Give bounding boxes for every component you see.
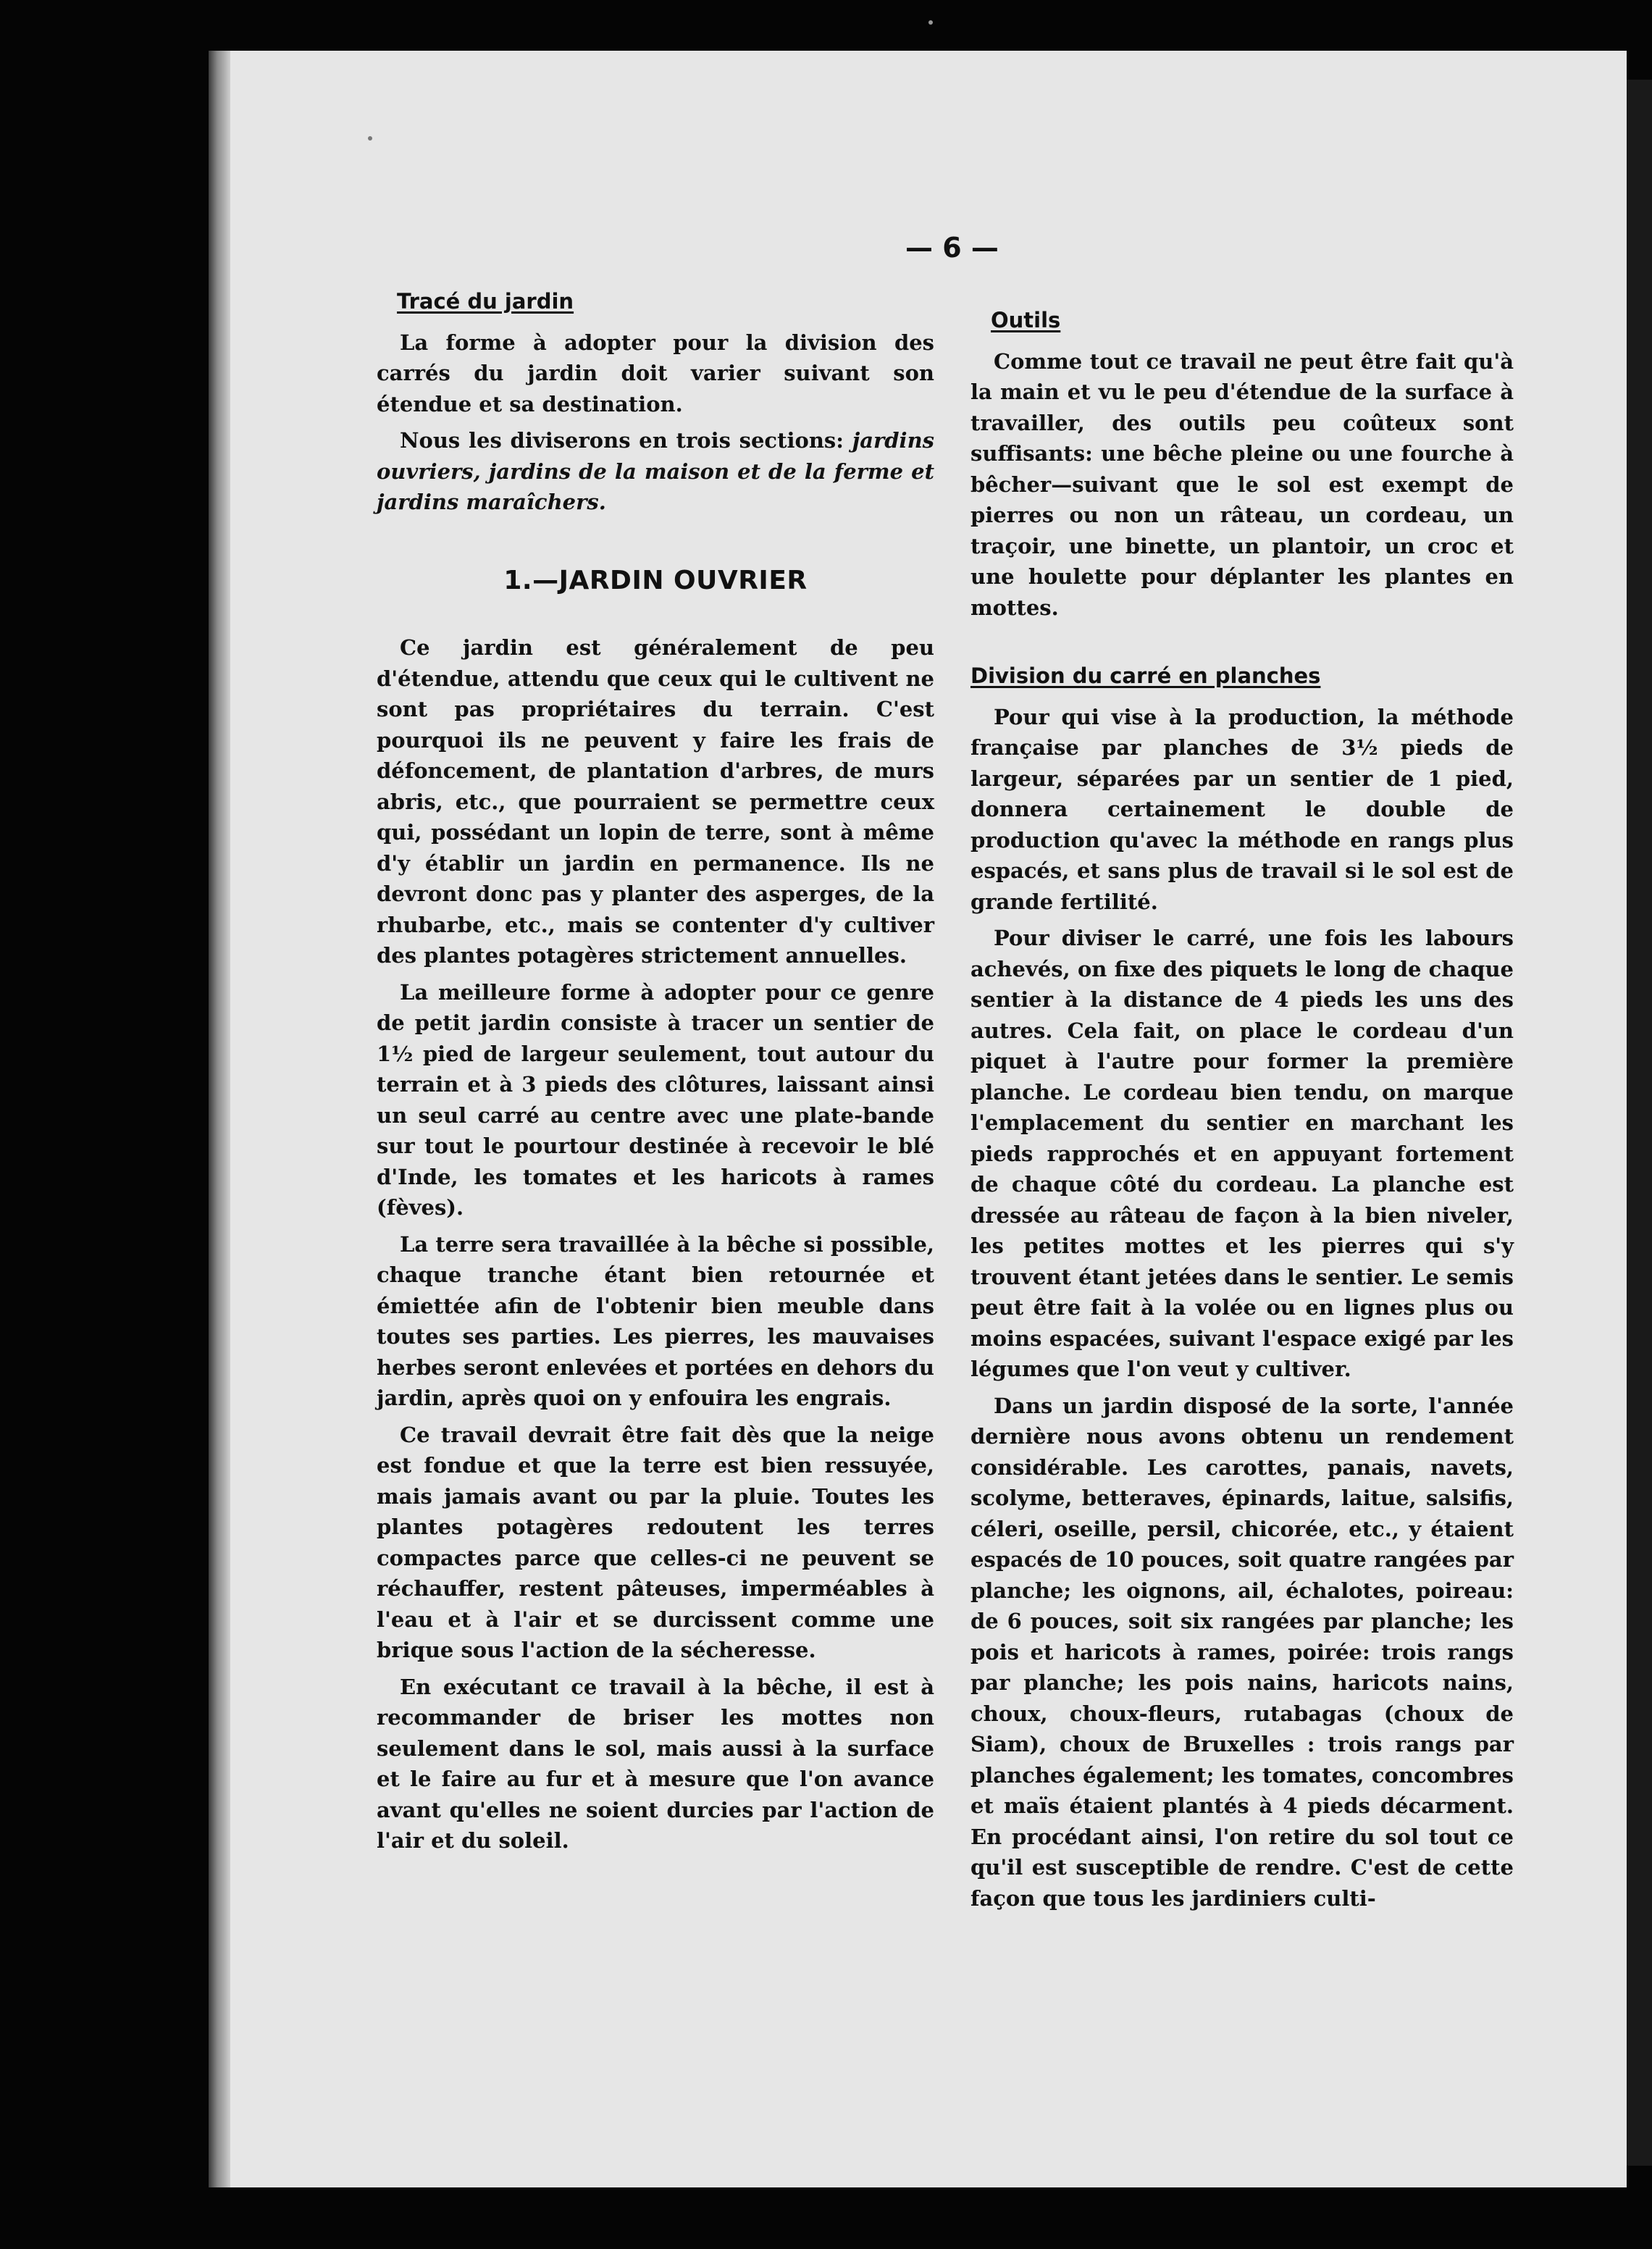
paragraph: En exécutant ce travail à la bêche, il est à recommander de briser les mottes non seulement dans le sol, mais aussi à la surface et le faire au fur et à mesure que l'on avance avant qu'elles ne soient durcies par l'action de l'air et du soleil. (377, 1674, 934, 1853)
paragraph-italic-text: jardins ouvriers, jardins de la maison et de la ferme et jardins maraîchers. (377, 428, 934, 514)
paragraph-text: Nous les diviserons en trois sections: (400, 428, 852, 453)
paragraph: Pour qui vise à la production, la méthode française par planches de 3½ pieds de largeur, séparées par un sentier de 1 pied, donnera certainement le double de production qu'avec la méthode en rangs plus espacés, et sans plus de travail si le sol est de grande fertilité. (970, 704, 1514, 914)
page-spine (209, 51, 230, 2187)
paragraph: La terre sera travaillée à la bêche si possible, chaque tranche étant bien retournée et émiettée afin de l'obtenir bien meuble dans toutes ses parties. Les pierres, les mauvaises herbes seront enlevées et portées en dehors du jardin, après quoi on y enfouira les engrais. (377, 1231, 934, 1410)
paragraph: Ce travail devrait être fait dès que la neige est fondue et que la terre est bien ressuyée, mais jamais avant ou par la pluie. Toutes les plantes potagères redoutent les terres compactes parce que celles-ci ne peuvent se réchauffer, restent pâteuses, imperméables à l'eau et à l'air et se durcissent comme une brique sous l'action de la sécheresse. (377, 1422, 934, 1662)
paragraph: Pour diviser le carré, une fois les labours achevés, on fixe des piquets le long de chaque sentier à la distance de 4 pieds les uns des autres. Cela fait, on place le cordeau d'un piquet à l'autre pour former la première planche. Le cordeau bien tendu, on marque l'emplacement du sentier en marchant les pieds rapprochés et en appuyant fortement de chaque côté du cordeau. La planche est dressée au râteau de façon à la bien niveler, les petites mottes et les pierres qui s'y trouvent étant jetées dans le sentier. Le semis peut être fait à la volée ou en lignes plus ou moins espacées, suivant l'espace exigé par les légumes que l'on veut y cultiver. (970, 926, 1514, 1381)
heading-division-du-carre: Division du carré en planches (970, 663, 1321, 688)
left-column (377, 286, 934, 1862)
right-column (970, 286, 1514, 1919)
heading-outils: Outils (991, 308, 1061, 332)
paragraph: Comme tout ce travail ne peut être fait qu'à la main et vu le peu d'étendue de la surface à travailler, des outils peu coûteux sont suffisants: une bêche pleine ou une fourche à bêcher—suivant que le sol est exempt de pierres ou non un râteau, un cordeau, un traçoir, une binette, un plantoir, un croc et une houlette pour déplanter les plantes en mottes. (970, 348, 1514, 620)
section-title-jardin-ouvrier: 1.—JARDIN OUVRIER (503, 565, 808, 595)
paragraph: La meilleure forme à adopter pour ce genre de petit jardin consiste à tracer un sentier de 1½ pied de largeur seulement, tout autour du terrain et à 3 pieds des clôtures, laissant ainsi un seul carré au centre avec une plate-bande sur tout le pourtour destinée à recevoir le blé d'Inde, les tomates et les haricots à rames (fèves). (377, 979, 934, 1220)
paragraph-sections (377, 425, 934, 518)
scan-speck (928, 20, 933, 25)
page-number: — 6 — (905, 232, 999, 264)
scan-speck (368, 136, 372, 141)
scan-border-right (1627, 80, 1652, 2166)
paragraph: Dans un jardin disposé de la sorte, l'année dernière nous avons obtenu un rendement considérable. Les carottes, panais, navets, scolyme, betteraves, épinards, laitue, salsifis, céleri, oseille, persil, chicorée, etc., y étaient espacés de 10 pouces, soit quatre rangées par planche; les oignons, ail, échalotes, poireau: de 6 pouces, soit six rangées par planche; les pois et haricots à rames, poirée: trois rangs par planche; les pois nains, haricots nains, choux, choux-fleurs, rutabagas (choux de Siam), choux de Bruxelles : trois rangs par planches également; les tomates, concombres et maïs étaient plantés à 4 pieds décarment. En procédant ainsi, l'on retire du sol tout ce qu'il est susceptible de rendre. C'est de cette façon que tous les jardiniers culti- (970, 1393, 1514, 1911)
paragraph: La forme à adopter pour la division des carrés du jardin doit varier suivant son étendue et sa destination. (377, 330, 934, 416)
heading-trace-du-jardin: Tracé du jardin (397, 289, 574, 314)
paragraph: Ce jardin est généralement de peu d'étendue, attendu que ceux qui le cultivent ne sont pas propriétaires du terrain. C'est pourquoi ils ne peuvent y faire les frais de défoncement, de plantation d'arbres, de murs abris, etc., que pourraient se permettre ceux qui, possédant un lopin de terre, sont à même d'y établir un jardin en permanence. Ils ne devront donc pas y planter des asperges, de la rhubarbe, etc., mais se contenter d'y cultiver des plantes potagères strictement annuelles. (377, 635, 934, 968)
